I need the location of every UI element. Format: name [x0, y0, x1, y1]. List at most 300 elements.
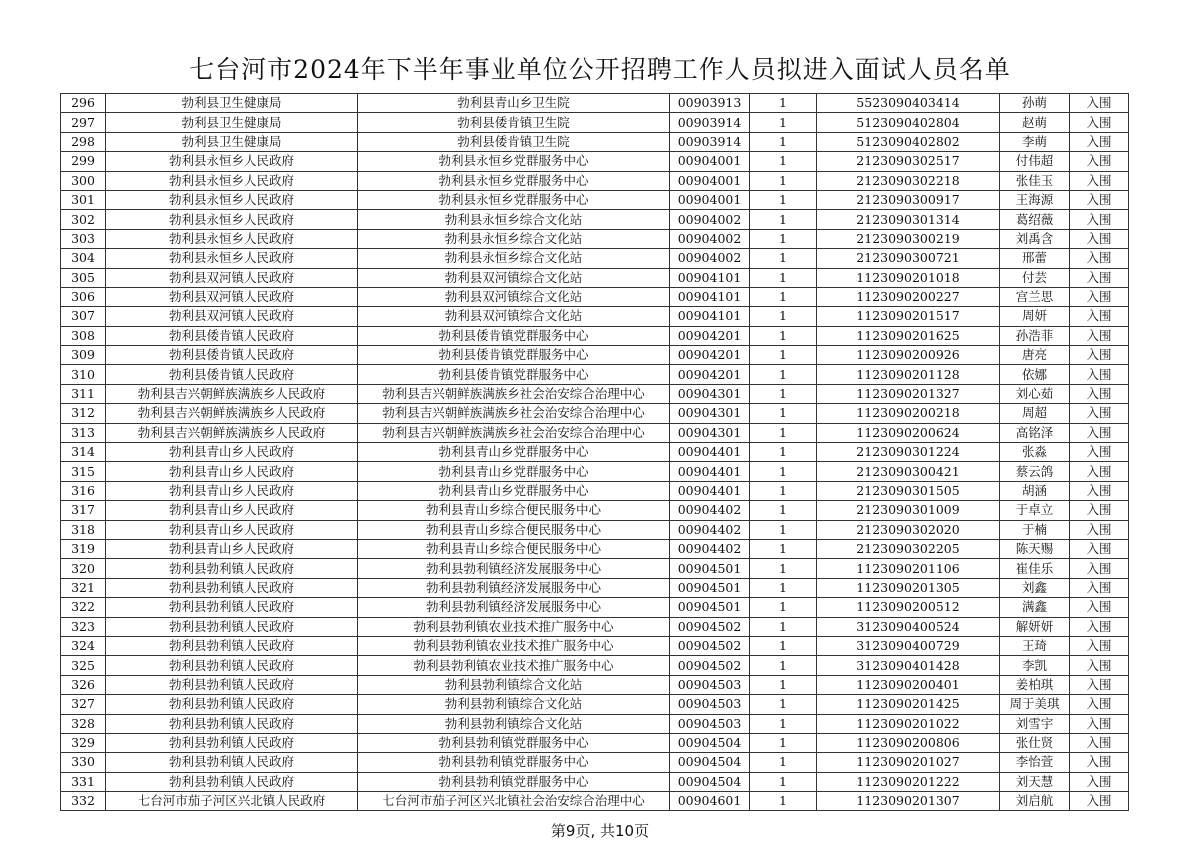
position-code-cell: 00904301 — [670, 423, 750, 442]
position-quota-cell: 1 — [750, 539, 817, 558]
position-quota-cell: 1 — [750, 384, 817, 403]
candidate-name-cell: 赵萌 — [1000, 113, 1070, 132]
recruiting-unit-cell: 勃利县勃利镇综合文化站 — [358, 695, 670, 714]
position-quota-cell: 1 — [750, 423, 817, 442]
table-row — [61, 152, 1129, 171]
employer-unit-cell: 勃利县倭肯镇人民政府 — [106, 346, 358, 365]
position-code-cell: 00904402 — [670, 501, 750, 520]
position-quota-cell: 1 — [750, 714, 817, 733]
table-row — [61, 384, 1129, 403]
row-number-cell: 310 — [61, 365, 106, 384]
position-code-cell: 00904503 — [670, 695, 750, 714]
employer-unit-cell: 勃利县永恒乡人民政府 — [106, 152, 358, 171]
recruiting-unit-cell: 勃利县青山乡综合便民服务中心 — [358, 539, 670, 558]
candidate-table-body — [61, 94, 1129, 811]
recruiting-unit-cell: 勃利县勃利镇农业技术推广服务中心 — [358, 617, 670, 636]
position-code-cell: 00904301 — [670, 384, 750, 403]
employer-unit-cell: 勃利县青山乡人民政府 — [106, 462, 358, 481]
position-code-cell: 00904502 — [670, 636, 750, 655]
recruiting-unit-cell: 勃利县吉兴朝鲜族满族乡社会治安综合治理中心 — [358, 404, 670, 423]
position-quota-cell: 1 — [750, 481, 817, 500]
position-code-cell: 00903914 — [670, 113, 750, 132]
position-quota-cell: 1 — [750, 501, 817, 520]
position-quota-cell: 1 — [750, 520, 817, 539]
table-row — [61, 501, 1129, 520]
candidate-name-cell: 付芸 — [1000, 268, 1070, 287]
recruiting-unit-cell: 勃利县勃利镇经济发展服务中心 — [358, 578, 670, 597]
status-badge-cell: 入围 — [1070, 94, 1129, 113]
row-number-cell: 332 — [61, 792, 106, 811]
position-quota-cell: 1 — [750, 443, 817, 462]
candidate-name-cell: 邢蕾 — [1000, 249, 1070, 268]
row-number-cell: 316 — [61, 481, 106, 500]
recruiting-unit-cell: 勃利县勃利镇党群服务中心 — [358, 733, 670, 752]
exam-ticket-number-cell: 1123090201305 — [817, 578, 1000, 597]
employer-unit-cell: 勃利县卫生健康局 — [106, 113, 358, 132]
position-quota-cell: 1 — [750, 152, 817, 171]
table-row — [61, 365, 1129, 384]
candidate-name-cell: 葛绍薇 — [1000, 210, 1070, 229]
table-row — [61, 190, 1129, 209]
position-quota-cell: 1 — [750, 792, 817, 811]
status-badge-cell: 入围 — [1070, 132, 1129, 151]
candidate-name-cell: 张淼 — [1000, 443, 1070, 462]
exam-ticket-number-cell: 1123090201222 — [817, 772, 1000, 791]
exam-ticket-number-cell: 1123090201517 — [817, 307, 1000, 326]
row-number-cell: 298 — [61, 132, 106, 151]
position-code-cell: 00903913 — [670, 94, 750, 113]
candidate-name-cell: 依娜 — [1000, 365, 1070, 384]
position-code-cell: 00904101 — [670, 287, 750, 306]
exam-ticket-number-cell: 1123090200512 — [817, 598, 1000, 617]
row-number-cell: 317 — [61, 501, 106, 520]
row-number-cell: 306 — [61, 287, 106, 306]
status-badge-cell: 入围 — [1070, 443, 1129, 462]
status-badge-cell: 入围 — [1070, 346, 1129, 365]
candidate-name-cell: 李萌 — [1000, 132, 1070, 151]
position-code-cell: 00904502 — [670, 656, 750, 675]
position-code-cell: 00904001 — [670, 152, 750, 171]
employer-unit-cell: 勃利县勃利镇人民政府 — [106, 617, 358, 636]
status-badge-cell: 入围 — [1070, 481, 1129, 500]
candidate-name-cell: 周妍 — [1000, 307, 1070, 326]
table-row — [61, 229, 1129, 248]
employer-unit-cell: 勃利县青山乡人民政府 — [106, 520, 358, 539]
status-badge-cell: 入围 — [1070, 714, 1129, 733]
exam-ticket-number-cell: 1123090201327 — [817, 384, 1000, 403]
row-number-cell: 311 — [61, 384, 106, 403]
position-code-cell: 00904504 — [670, 733, 750, 752]
status-badge-cell: 入围 — [1070, 384, 1129, 403]
table-row — [61, 346, 1129, 365]
candidate-name-cell: 满鑫 — [1000, 598, 1070, 617]
recruiting-unit-cell: 勃利县勃利镇综合文化站 — [358, 714, 670, 733]
candidate-name-cell: 刘禹含 — [1000, 229, 1070, 248]
status-badge-cell: 入围 — [1070, 753, 1129, 772]
table-row — [61, 520, 1129, 539]
candidate-name-cell: 王海源 — [1000, 190, 1070, 209]
recruiting-unit-cell: 七台河市茄子河区兴北镇社会治安综合治理中心 — [358, 792, 670, 811]
status-badge-cell: 入围 — [1070, 598, 1129, 617]
status-badge-cell: 入围 — [1070, 404, 1129, 423]
candidate-name-cell: 于楠 — [1000, 520, 1070, 539]
document-title: 七台河市2024年下半年事业单位公开招聘工作人员拟进入面试人员名单 — [189, 55, 1011, 84]
table-row — [61, 326, 1129, 345]
employer-unit-cell: 勃利县青山乡人民政府 — [106, 443, 358, 462]
candidate-name-cell: 周于美琪 — [1000, 695, 1070, 714]
candidate-name-cell: 于卓立 — [1000, 501, 1070, 520]
candidate-name-cell: 张仕贤 — [1000, 733, 1070, 752]
position-code-cell: 00904503 — [670, 675, 750, 694]
candidate-name-cell: 刘鑫 — [1000, 578, 1070, 597]
table-row — [61, 772, 1129, 791]
employer-unit-cell: 勃利县勃利镇人民政府 — [106, 733, 358, 752]
table-row — [61, 481, 1129, 500]
position-code-cell: 00904201 — [670, 365, 750, 384]
table-row — [61, 792, 1129, 811]
employer-unit-cell: 勃利县倭肯镇人民政府 — [106, 365, 358, 384]
position-quota-cell: 1 — [750, 675, 817, 694]
exam-ticket-number-cell: 2123090302218 — [817, 171, 1000, 190]
candidate-name-cell: 王琦 — [1000, 636, 1070, 655]
candidate-name-cell: 付伟超 — [1000, 152, 1070, 171]
table-row — [61, 94, 1129, 113]
position-quota-cell: 1 — [750, 132, 817, 151]
table-row — [61, 675, 1129, 694]
candidate-name-cell: 刘启航 — [1000, 792, 1070, 811]
employer-unit-cell: 勃利县勃利镇人民政府 — [106, 753, 358, 772]
exam-ticket-number-cell: 1123090201022 — [817, 714, 1000, 733]
position-code-cell: 00904001 — [670, 190, 750, 209]
exam-ticket-number-cell: 3123090400524 — [817, 617, 1000, 636]
row-number-cell: 309 — [61, 346, 106, 365]
recruiting-unit-cell: 勃利县倭肯镇党群服务中心 — [358, 365, 670, 384]
candidate-name-cell: 刘雪宇 — [1000, 714, 1070, 733]
candidate-name-cell: 孙浩菲 — [1000, 326, 1070, 345]
table-row — [61, 636, 1129, 655]
position-code-cell: 00904401 — [670, 443, 750, 462]
position-code-cell: 00904301 — [670, 404, 750, 423]
exam-ticket-number-cell: 1123090201106 — [817, 559, 1000, 578]
table-row — [61, 443, 1129, 462]
exam-ticket-number-cell: 2123090300219 — [817, 229, 1000, 248]
employer-unit-cell: 勃利县永恒乡人民政府 — [106, 249, 358, 268]
exam-ticket-number-cell: 2123090301505 — [817, 481, 1000, 500]
employer-unit-cell: 勃利县青山乡人民政府 — [106, 539, 358, 558]
exam-ticket-number-cell: 1123090201307 — [817, 792, 1000, 811]
candidate-name-cell: 姜柏琪 — [1000, 675, 1070, 694]
employer-unit-cell: 勃利县卫生健康局 — [106, 94, 358, 113]
recruiting-unit-cell: 勃利县倭肯镇党群服务中心 — [358, 326, 670, 345]
row-number-cell: 304 — [61, 249, 106, 268]
row-number-cell: 323 — [61, 617, 106, 636]
recruiting-unit-cell: 勃利县双河镇综合文化站 — [358, 287, 670, 306]
employer-unit-cell: 勃利县勃利镇人民政府 — [106, 559, 358, 578]
position-quota-cell: 1 — [750, 365, 817, 384]
position-code-cell: 00904503 — [670, 714, 750, 733]
row-number-cell: 301 — [61, 190, 106, 209]
row-number-cell: 307 — [61, 307, 106, 326]
position-code-cell: 00904401 — [670, 481, 750, 500]
exam-ticket-number-cell: 1123090200218 — [817, 404, 1000, 423]
employer-unit-cell: 勃利县勃利镇人民政府 — [106, 675, 358, 694]
position-quota-cell: 1 — [750, 656, 817, 675]
status-badge-cell: 入围 — [1070, 695, 1129, 714]
position-quota-cell: 1 — [750, 210, 817, 229]
employer-unit-cell: 勃利县勃利镇人民政府 — [106, 695, 358, 714]
row-number-cell: 297 — [61, 113, 106, 132]
status-badge-cell: 入围 — [1070, 539, 1129, 558]
candidate-name-cell: 张佳玉 — [1000, 171, 1070, 190]
status-badge-cell: 入围 — [1070, 249, 1129, 268]
position-code-cell: 00904201 — [670, 346, 750, 365]
table-row — [61, 268, 1129, 287]
employer-unit-cell: 勃利县勃利镇人民政府 — [106, 714, 358, 733]
row-number-cell: 325 — [61, 656, 106, 675]
recruiting-unit-cell: 勃利县勃利镇经济发展服务中心 — [358, 598, 670, 617]
exam-ticket-number-cell: 1123090201128 — [817, 365, 1000, 384]
position-code-cell: 00903914 — [670, 132, 750, 151]
row-number-cell: 327 — [61, 695, 106, 714]
position-quota-cell: 1 — [750, 268, 817, 287]
exam-ticket-number-cell: 1123090200624 — [817, 423, 1000, 442]
row-number-cell: 299 — [61, 152, 106, 171]
candidate-name-cell: 陈天赐 — [1000, 539, 1070, 558]
position-code-cell: 00904504 — [670, 772, 750, 791]
status-badge-cell: 入围 — [1070, 559, 1129, 578]
recruiting-unit-cell: 勃利县青山乡卫生院 — [358, 94, 670, 113]
position-quota-cell: 1 — [750, 249, 817, 268]
status-badge-cell: 入围 — [1070, 287, 1129, 306]
employer-unit-cell: 勃利县勃利镇人民政府 — [106, 598, 358, 617]
recruiting-unit-cell: 勃利县永恒乡综合文化站 — [358, 229, 670, 248]
position-code-cell: 00904002 — [670, 210, 750, 229]
status-badge-cell: 入围 — [1070, 733, 1129, 752]
row-number-cell: 331 — [61, 772, 106, 791]
table-row — [61, 714, 1129, 733]
recruiting-unit-cell: 勃利县双河镇综合文化站 — [358, 268, 670, 287]
table-row — [61, 171, 1129, 190]
table-row — [61, 539, 1129, 558]
row-number-cell: 329 — [61, 733, 106, 752]
page-footer: 第9页, 共10页 — [550, 822, 650, 840]
status-badge-cell: 入围 — [1070, 675, 1129, 694]
status-badge-cell: 入围 — [1070, 792, 1129, 811]
row-number-cell: 320 — [61, 559, 106, 578]
position-quota-cell: 1 — [750, 404, 817, 423]
table-row — [61, 598, 1129, 617]
exam-ticket-number-cell: 1123090200806 — [817, 733, 1000, 752]
position-code-cell: 00904001 — [670, 171, 750, 190]
position-quota-cell: 1 — [750, 617, 817, 636]
row-number-cell: 319 — [61, 539, 106, 558]
exam-ticket-number-cell: 2123090301009 — [817, 501, 1000, 520]
table-row — [61, 695, 1129, 714]
employer-unit-cell: 勃利县青山乡人民政府 — [106, 481, 358, 500]
position-code-cell: 00904501 — [670, 598, 750, 617]
exam-ticket-number-cell: 1123090200401 — [817, 675, 1000, 694]
employer-unit-cell: 勃利县卫生健康局 — [106, 132, 358, 151]
row-number-cell: 303 — [61, 229, 106, 248]
position-quota-cell: 1 — [750, 326, 817, 345]
position-code-cell: 00904504 — [670, 753, 750, 772]
position-code-cell: 00904402 — [670, 520, 750, 539]
candidate-name-cell: 李怡萱 — [1000, 753, 1070, 772]
employer-unit-cell: 勃利县吉兴朝鲜族满族乡人民政府 — [106, 384, 358, 403]
position-code-cell: 00904501 — [670, 559, 750, 578]
position-quota-cell: 1 — [750, 94, 817, 113]
position-code-cell: 00904101 — [670, 307, 750, 326]
exam-ticket-number-cell: 3123090401428 — [817, 656, 1000, 675]
candidate-name-cell: 胡涵 — [1000, 481, 1070, 500]
employer-unit-cell: 勃利县勃利镇人民政府 — [106, 578, 358, 597]
position-code-cell: 00904201 — [670, 326, 750, 345]
position-quota-cell: 1 — [750, 772, 817, 791]
status-badge-cell: 入围 — [1070, 520, 1129, 539]
recruiting-unit-cell: 勃利县青山乡综合便民服务中心 — [358, 501, 670, 520]
row-number-cell: 313 — [61, 423, 106, 442]
exam-ticket-number-cell: 1123090201027 — [817, 753, 1000, 772]
candidate-name-cell: 刘天慧 — [1000, 772, 1070, 791]
employer-unit-cell: 勃利县双河镇人民政府 — [106, 268, 358, 287]
recruiting-unit-cell: 勃利县永恒乡综合文化站 — [358, 210, 670, 229]
candidate-name-cell: 孙萌 — [1000, 94, 1070, 113]
table-row — [61, 559, 1129, 578]
row-number-cell: 296 — [61, 94, 106, 113]
row-number-cell: 314 — [61, 443, 106, 462]
position-code-cell: 00904402 — [670, 539, 750, 558]
status-badge-cell: 入围 — [1070, 636, 1129, 655]
table-row — [61, 617, 1129, 636]
position-quota-cell: 1 — [750, 307, 817, 326]
position-code-cell: 00904502 — [670, 617, 750, 636]
status-badge-cell: 入围 — [1070, 578, 1129, 597]
position-quota-cell: 1 — [750, 229, 817, 248]
row-number-cell: 326 — [61, 675, 106, 694]
exam-ticket-number-cell: 1123090201425 — [817, 695, 1000, 714]
employer-unit-cell: 七台河市茄子河区兴北镇人民政府 — [106, 792, 358, 811]
exam-ticket-number-cell: 1123090201018 — [817, 268, 1000, 287]
candidate-table — [60, 93, 1129, 811]
exam-ticket-number-cell: 2123090300421 — [817, 462, 1000, 481]
exam-ticket-number-cell: 5123090402804 — [817, 113, 1000, 132]
status-badge-cell: 入围 — [1070, 190, 1129, 209]
table-row — [61, 404, 1129, 423]
position-quota-cell: 1 — [750, 559, 817, 578]
recruiting-unit-cell: 勃利县勃利镇农业技术推广服务中心 — [358, 636, 670, 655]
position-code-cell: 00904601 — [670, 792, 750, 811]
table-row — [61, 132, 1129, 151]
table-row — [61, 462, 1129, 481]
employer-unit-cell: 勃利县永恒乡人民政府 — [106, 210, 358, 229]
status-badge-cell: 入围 — [1070, 171, 1129, 190]
recruiting-unit-cell: 勃利县吉兴朝鲜族满族乡社会治安综合治理中心 — [358, 423, 670, 442]
candidate-name-cell: 蔡云鸽 — [1000, 462, 1070, 481]
status-badge-cell: 入围 — [1070, 365, 1129, 384]
position-quota-cell: 1 — [750, 598, 817, 617]
position-quota-cell: 1 — [750, 695, 817, 714]
recruiting-unit-cell: 勃利县勃利镇党群服务中心 — [358, 753, 670, 772]
table-row — [61, 753, 1129, 772]
candidate-name-cell: 唐亮 — [1000, 346, 1070, 365]
exam-ticket-number-cell: 2123090302020 — [817, 520, 1000, 539]
position-code-cell: 00904101 — [670, 268, 750, 287]
exam-ticket-number-cell: 1123090201625 — [817, 326, 1000, 345]
status-badge-cell: 入围 — [1070, 307, 1129, 326]
candidate-name-cell: 刘心茹 — [1000, 384, 1070, 403]
row-number-cell: 312 — [61, 404, 106, 423]
row-number-cell: 324 — [61, 636, 106, 655]
row-number-cell: 300 — [61, 171, 106, 190]
status-badge-cell: 入围 — [1070, 268, 1129, 287]
recruiting-unit-cell: 勃利县青山乡党群服务中心 — [358, 462, 670, 481]
status-badge-cell: 入围 — [1070, 656, 1129, 675]
recruiting-unit-cell: 勃利县永恒乡党群服务中心 — [358, 152, 670, 171]
exam-ticket-number-cell: 1123090200227 — [817, 287, 1000, 306]
status-badge-cell: 入围 — [1070, 772, 1129, 791]
row-number-cell: 315 — [61, 462, 106, 481]
recruiting-unit-cell: 勃利县永恒乡党群服务中心 — [358, 190, 670, 209]
recruiting-unit-cell: 勃利县勃利镇经济发展服务中心 — [358, 559, 670, 578]
position-quota-cell: 1 — [750, 462, 817, 481]
row-number-cell: 322 — [61, 598, 106, 617]
exam-ticket-number-cell: 5123090402802 — [817, 132, 1000, 151]
row-number-cell: 318 — [61, 520, 106, 539]
recruiting-unit-cell: 勃利县勃利镇综合文化站 — [358, 675, 670, 694]
employer-unit-cell: 勃利县吉兴朝鲜族满族乡人民政府 — [106, 404, 358, 423]
position-quota-cell: 1 — [750, 287, 817, 306]
position-code-cell: 00904501 — [670, 578, 750, 597]
position-quota-cell: 1 — [750, 733, 817, 752]
row-number-cell: 308 — [61, 326, 106, 345]
position-code-cell: 00904002 — [670, 249, 750, 268]
recruiting-unit-cell: 勃利县永恒乡综合文化站 — [358, 249, 670, 268]
exam-ticket-number-cell: 2123090301314 — [817, 210, 1000, 229]
status-badge-cell: 入围 — [1070, 152, 1129, 171]
status-badge-cell: 入围 — [1070, 423, 1129, 442]
position-quota-cell: 1 — [750, 171, 817, 190]
candidate-name-cell: 周超 — [1000, 404, 1070, 423]
table-row — [61, 287, 1129, 306]
recruiting-unit-cell: 勃利县永恒乡党群服务中心 — [358, 171, 670, 190]
employer-unit-cell: 勃利县双河镇人民政府 — [106, 307, 358, 326]
exam-ticket-number-cell: 2123090302517 — [817, 152, 1000, 171]
employer-unit-cell: 勃利县勃利镇人民政府 — [106, 656, 358, 675]
recruiting-unit-cell: 勃利县倭肯镇卫生院 — [358, 113, 670, 132]
candidate-name-cell: 李凯 — [1000, 656, 1070, 675]
employer-unit-cell: 勃利县倭肯镇人民政府 — [106, 326, 358, 345]
table-row — [61, 210, 1129, 229]
status-badge-cell: 入围 — [1070, 210, 1129, 229]
exam-ticket-number-cell: 2123090300917 — [817, 190, 1000, 209]
recruiting-unit-cell: 勃利县吉兴朝鲜族满族乡社会治安综合治理中心 — [358, 384, 670, 403]
position-code-cell: 00904401 — [670, 462, 750, 481]
recruiting-unit-cell: 勃利县青山乡综合便民服务中心 — [358, 520, 670, 539]
table-row — [61, 733, 1129, 752]
exam-ticket-number-cell: 2123090302205 — [817, 539, 1000, 558]
exam-ticket-number-cell: 5523090403414 — [817, 94, 1000, 113]
status-badge-cell: 入围 — [1070, 501, 1129, 520]
recruiting-unit-cell: 勃利县勃利镇党群服务中心 — [358, 772, 670, 791]
table-row — [61, 249, 1129, 268]
exam-ticket-number-cell: 2123090300721 — [817, 249, 1000, 268]
employer-unit-cell: 勃利县永恒乡人民政府 — [106, 190, 358, 209]
exam-ticket-number-cell: 3123090400729 — [817, 636, 1000, 655]
recruiting-unit-cell: 勃利县青山乡党群服务中心 — [358, 481, 670, 500]
position-code-cell: 00904002 — [670, 229, 750, 248]
employer-unit-cell: 勃利县勃利镇人民政府 — [106, 636, 358, 655]
recruiting-unit-cell: 勃利县勃利镇农业技术推广服务中心 — [358, 656, 670, 675]
